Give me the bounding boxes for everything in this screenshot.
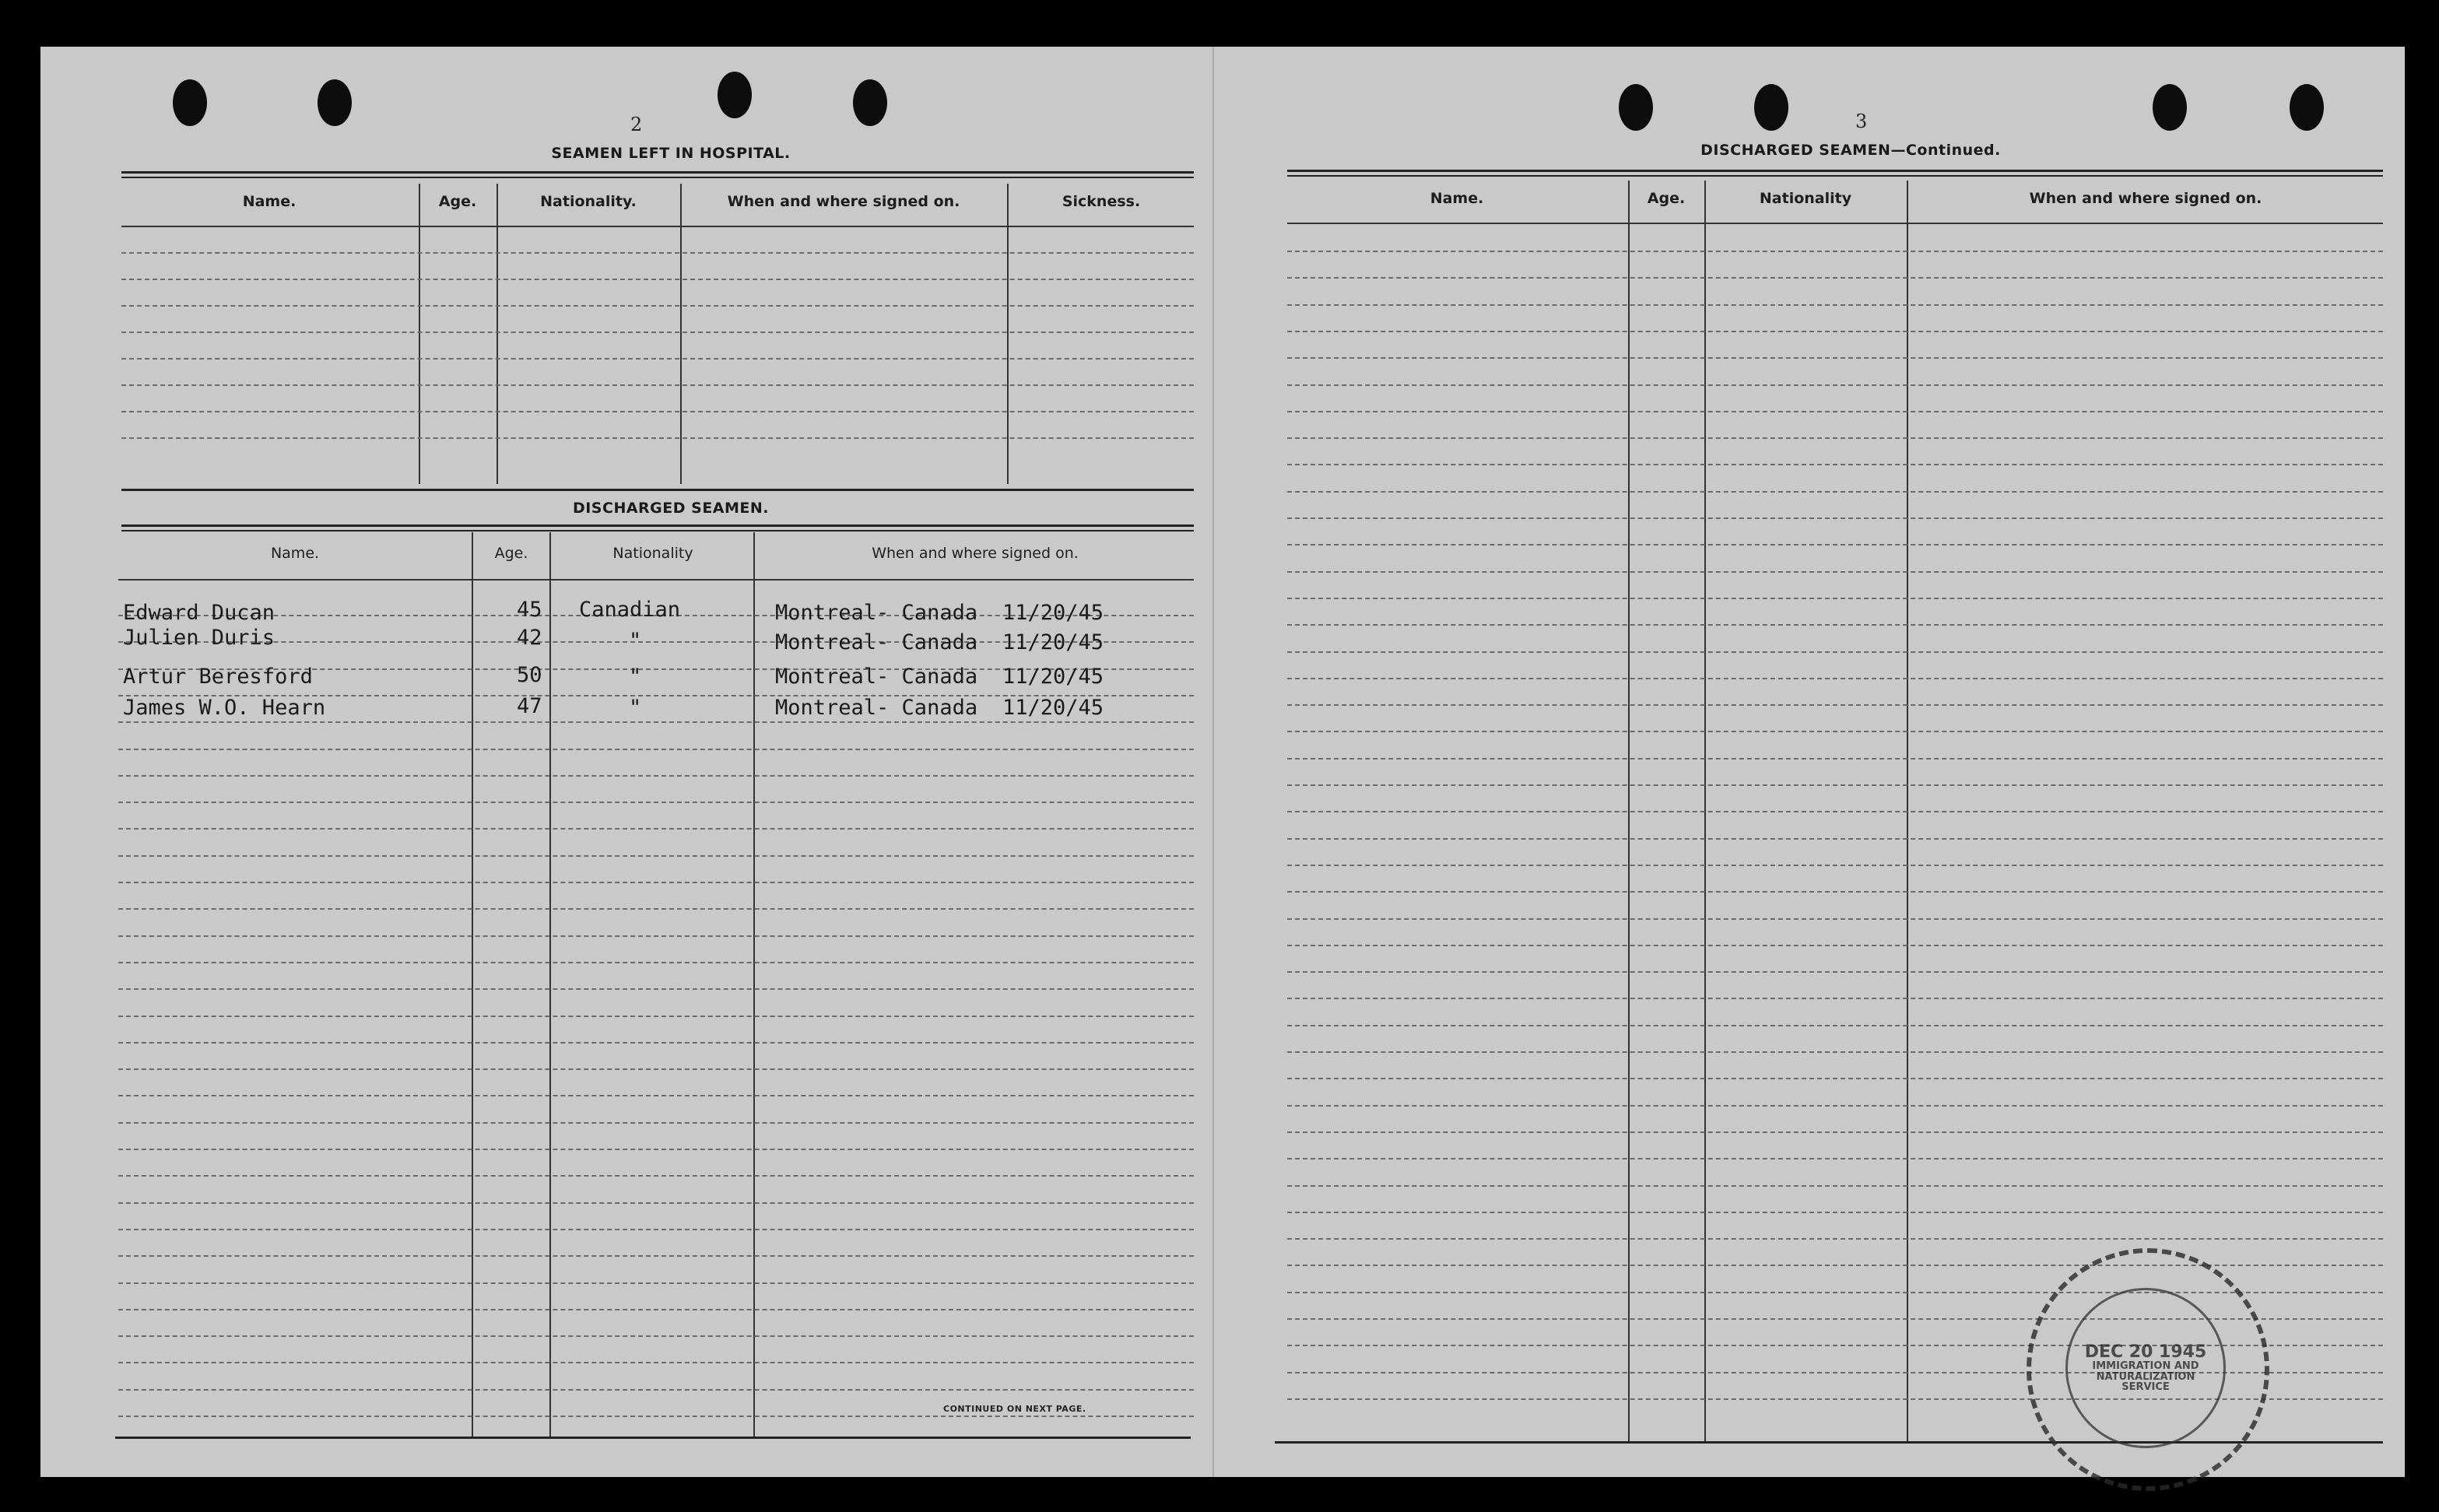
ruled-line: [1287, 918, 2383, 920]
col-age-header: Age.: [1647, 190, 1686, 207]
immigration-stamp: [2065, 1288, 2226, 1448]
ruled-line: [118, 749, 1194, 750]
ruled-line: [118, 1095, 1194, 1096]
col-name-header: Name.: [1430, 190, 1484, 207]
col-signed-on-header: When and where signed on.: [872, 545, 1079, 562]
ruled-line: [118, 1282, 1194, 1284]
seaman-age: 42: [517, 626, 542, 650]
ruled-line: [1287, 1212, 2383, 1213]
col-name-header: Name.: [242, 193, 297, 210]
ruled-line: [1287, 731, 2383, 732]
seaman-nationality: Canadian: [579, 598, 681, 622]
punch-hole: [173, 79, 207, 126]
document-sheet: [40, 47, 2405, 1477]
ruled-line: [1287, 357, 2383, 359]
ruled-line: [1287, 811, 2383, 812]
ruled-line: [1287, 1185, 2383, 1187]
ruled-line: [1287, 1025, 2383, 1026]
ruled-line: [1287, 544, 2383, 546]
ruled-line: [1287, 464, 2383, 465]
column-divider: [497, 184, 498, 484]
ruled-line: [1287, 1078, 2383, 1079]
ruled-line: [118, 1202, 1194, 1204]
section-rule: [121, 524, 1194, 531]
ruled-line: [1287, 1131, 2383, 1133]
ruled-line: [1287, 331, 2383, 332]
ruled-line: [118, 1362, 1194, 1363]
ruled-line: [118, 775, 1194, 777]
ruled-line: [118, 1175, 1194, 1177]
ruled-line: [118, 1389, 1194, 1391]
signed-on-place: Montreal- Canada: [775, 601, 978, 625]
ruled-line: [118, 1416, 1194, 1417]
continued-footer: CONTINUED ON NEXT PAGE.: [943, 1404, 1086, 1414]
seaman-age: 47: [517, 694, 542, 718]
ruled-line: [1287, 1265, 2383, 1266]
section-rule: [115, 1437, 1191, 1439]
ruled-line: [118, 988, 1194, 990]
ruled-line: [121, 252, 1194, 254]
ruled-line: [118, 1068, 1194, 1070]
seaman-name: James W.O. Hearn: [123, 696, 326, 720]
signed-on-date: 11/20/45: [1002, 696, 1104, 720]
signed-on-date: 11/20/45: [1002, 630, 1104, 654]
column-divider: [680, 184, 682, 484]
ruled-line: [118, 828, 1194, 830]
signed-on-place: Montreal- Canada: [775, 630, 978, 654]
stamp-text: IMMIGRATION AND: [2092, 1360, 2199, 1373]
punch-hole: [1619, 84, 1653, 131]
stamp-date: DEC 20 1945: [2084, 1342, 2207, 1362]
ruled-line: [1287, 1238, 2383, 1240]
col-signed-on-header: When and where signed on.: [2029, 190, 2262, 207]
col-nationality-header: Nationality: [1759, 190, 1852, 207]
section-rule: [121, 171, 1194, 178]
punch-hole: [1754, 84, 1788, 131]
ruled-line: [1287, 277, 2383, 279]
ruled-line: [1287, 571, 2383, 573]
seaman-name: Edward Ducan: [123, 601, 275, 625]
page-number: 3: [1855, 111, 1868, 132]
ruled-line: [1287, 1051, 2383, 1053]
ruled-line: [1287, 945, 2383, 946]
col-sickness-header: Sickness.: [1062, 193, 1141, 210]
seaman-nationality: ": [629, 629, 642, 653]
punch-hole: [853, 79, 887, 126]
ruled-line: [118, 1122, 1194, 1124]
col-nationality-header: Nationality: [612, 545, 693, 562]
column-divider: [1007, 184, 1009, 484]
seaman-name: Artur Beresford: [123, 665, 313, 689]
ruled-line: [118, 1309, 1194, 1310]
ruled-line: [118, 802, 1194, 803]
ruled-line: [1287, 758, 2383, 760]
ruled-line: [118, 1229, 1194, 1230]
ruled-line: [1287, 304, 2383, 306]
ruled-line: [121, 358, 1194, 360]
ruled-line: [118, 1335, 1194, 1337]
section-rule: [1287, 170, 2383, 177]
ruled-line: [1287, 598, 2383, 599]
signed-on-date: 11/20/45: [1002, 601, 1104, 625]
ruled-line: [1287, 865, 2383, 866]
ruled-line: [121, 305, 1194, 307]
ruled-line: [1287, 251, 2383, 252]
punch-hole: [718, 72, 752, 118]
col-signed-on-header: When and where signed on.: [727, 193, 960, 210]
ruled-line: [1287, 998, 2383, 999]
ruled-line: [1287, 838, 2383, 840]
ruled-line: [1287, 517, 2383, 519]
section-rule: [121, 489, 1194, 491]
ruled-line: [1287, 624, 2383, 626]
ruled-line: [118, 935, 1194, 937]
ruled-line: [118, 962, 1194, 963]
ruled-line: [1287, 411, 2383, 412]
col-nationality-header: Nationality.: [540, 193, 637, 210]
header-underline: [118, 579, 1194, 581]
page-number: 2: [630, 114, 643, 135]
seaman-age: 45: [517, 598, 542, 622]
signed-on-place: Montreal- Canada: [775, 696, 978, 720]
discharged-section-title: DISCHARGED SEAMEN.: [572, 500, 770, 517]
punch-hole: [318, 79, 352, 126]
stamp-text: NATURALIZATION: [2096, 1370, 2195, 1383]
ruled-line: [118, 882, 1194, 883]
ruled-line: [1287, 784, 2383, 786]
ruled-line: [1287, 437, 2383, 439]
punch-hole: [2153, 84, 2187, 131]
ruled-line: [121, 384, 1194, 386]
ruled-line: [121, 332, 1194, 333]
left-page: [40, 47, 1214, 1477]
ruled-line: [1287, 651, 2383, 653]
col-name-header: Name.: [270, 545, 320, 562]
ruled-line: [1287, 1105, 2383, 1107]
signed-on-date: 11/20/45: [1002, 665, 1104, 689]
signed-on-place: Montreal- Canada: [775, 665, 978, 689]
ruled-line: [118, 908, 1194, 910]
ruled-line: [121, 437, 1194, 439]
ruled-line: [1287, 491, 2383, 493]
discharged-continued-title: DISCHARGED SEAMEN—Continued.: [1700, 142, 2001, 159]
right-page: [1212, 47, 2405, 1477]
ruled-line: [1287, 704, 2383, 706]
ruled-line: [1287, 891, 2383, 893]
punch-hole: [2290, 84, 2324, 131]
ruled-line: [121, 411, 1194, 412]
ruled-line: [118, 1042, 1194, 1044]
ruled-line: [1287, 1158, 2383, 1159]
ruled-line: [1287, 678, 2383, 679]
header-underline: [1287, 223, 2383, 224]
ruled-line: [1287, 384, 2383, 386]
ruled-line: [118, 1016, 1194, 1017]
seaman-nationality: ": [629, 696, 642, 720]
ruled-line: [118, 721, 1194, 723]
ruled-line: [118, 855, 1194, 857]
header-underline: [121, 226, 1194, 227]
ruled-line: [1287, 971, 2383, 973]
seaman-age: 50: [517, 663, 542, 687]
hospital-section-title: SEAMEN LEFT IN HOSPITAL.: [551, 145, 791, 162]
ruled-line: [121, 279, 1194, 280]
col-age-header: Age.: [438, 193, 477, 210]
ruled-line: [118, 1255, 1194, 1257]
stamp-text: SERVICE: [2121, 1381, 2170, 1394]
col-age-header: Age.: [494, 545, 528, 562]
column-divider: [419, 184, 420, 484]
seaman-name: Julien Duris: [123, 626, 275, 650]
ruled-line: [118, 1149, 1194, 1150]
seaman-nationality: ": [629, 665, 642, 689]
